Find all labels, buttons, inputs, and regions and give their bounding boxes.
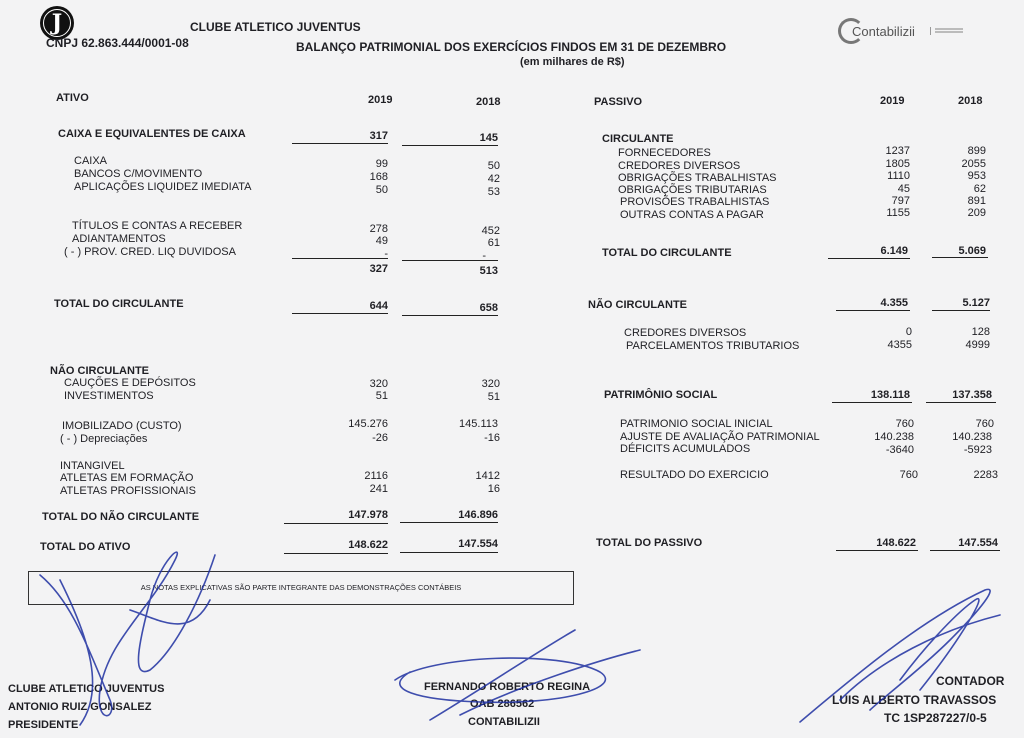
titulos-2018: 452: [481, 225, 500, 237]
caixa-2019: 99: [375, 158, 388, 170]
caixa-total-2019: 317: [369, 130, 388, 142]
resultado-2018: 2283: [973, 469, 998, 481]
provisao-2019: -: [384, 248, 388, 260]
provisoes-trabalhistas-2019: 797: [891, 195, 910, 207]
atletas-profissionais-2019: 241: [369, 483, 388, 495]
patrimonio-inicial-2018: 760: [975, 418, 994, 430]
document-title: BALANÇO PATRIMONIAL DOS EXERCÍCIOS FINDOS EM 31 DE DEZEMBRO: [296, 40, 727, 54]
caucoes-2018: 320: [481, 378, 500, 390]
passivo-nao-circulante-label: NÃO CIRCULANTE: [588, 299, 687, 311]
rule: [284, 553, 388, 554]
caixa-heading: CAIXA E EQUIVALENTES DE CAIXA: [58, 128, 246, 140]
passivo-year-2018: 2018: [958, 95, 983, 107]
depreciacoes-2019: -26: [372, 432, 388, 444]
logo-letter: J: [51, 10, 63, 36]
titulos-label: TÍTULOS E CONTAS A RECEBER: [72, 220, 243, 232]
ajuste-avaliacao-2019: 140.238: [874, 431, 914, 443]
atletas-formacao-2018: 1412: [475, 470, 500, 482]
sig-right-role: CONTADOR: [936, 674, 1005, 688]
bancos-2018: 42: [487, 173, 500, 185]
rule: [402, 145, 498, 146]
patrimonio-social-label: PATRIMÔNIO SOCIAL: [604, 389, 718, 401]
caixa-2018: 50: [487, 160, 500, 172]
ativo-total-circulante-2019: 644: [369, 300, 388, 312]
imobilizado-2018: 145.113: [459, 418, 498, 430]
adiantamentos-2019: 49: [375, 235, 388, 247]
sig-left-club: CLUBE ATLETICO JUVENTUS: [8, 683, 165, 695]
brand-name: Contabilizii: [852, 24, 915, 39]
provisao-label: ( - ) PROV. CRED. LIQ DUVIDOSA: [64, 246, 236, 258]
rule: [930, 550, 1000, 551]
titulos-2019: 278: [369, 223, 388, 235]
passivo-total-circulante-2018: 5.069: [958, 245, 986, 257]
rule: [292, 313, 388, 314]
imobilizado-2019: 145.276: [348, 418, 388, 430]
credores-diversos-2019: 1805: [885, 158, 910, 170]
rule: [402, 260, 498, 261]
provisoes-trabalhistas-label: PROVISÕES TRABALHISTAS: [620, 196, 770, 208]
sig-right-name: LUIS ALBERTO TRAVASSOS: [832, 693, 997, 707]
rule: [926, 402, 996, 403]
rule: [292, 143, 388, 144]
rule: [400, 552, 498, 553]
caixa-label: CAIXA: [74, 155, 108, 167]
resultado-2019: 760: [899, 469, 918, 481]
parcelamentos-2019: 4355: [887, 339, 912, 351]
rule: [400, 522, 498, 523]
fornecedores-label: FORNECEDORES: [618, 147, 711, 159]
rule: [402, 315, 498, 316]
resultado-label: RESULTADO DO EXERCICIO: [620, 469, 769, 481]
sig-right-registration: TC 1SP287227/0-5: [884, 711, 987, 725]
ativo-heading: ATIVO: [56, 92, 89, 104]
rule: [284, 523, 388, 524]
aplicacoes-2019: 50: [375, 184, 388, 196]
ativo-nao-circulante-heading: NÃO CIRCULANTE: [50, 365, 149, 377]
obrigacoes-trabalhistas-2018: 953: [967, 170, 986, 182]
subtotal-2018: 513: [479, 265, 498, 277]
investimentos-2018: 51: [487, 391, 500, 403]
sig-left-name: ANTONIO RUIZ GONSALEZ: [8, 701, 152, 713]
notes-text: AS NOTAS EXPLICATIVAS SÃO PARTE INTEGRANTE DAS DEMONSTRAÇÕES CONTÁBEIS: [140, 583, 462, 592]
total-ativo-2019: 148.622: [348, 539, 388, 551]
passivo-nao-circulante-2018: 5.127: [962, 297, 990, 309]
club-logo: [40, 6, 74, 40]
passivo-total-circulante-2019: 6.149: [880, 245, 908, 257]
total-nao-circulante-2019: 147.978: [348, 509, 388, 521]
atletas-formacao-2019: 2116: [364, 470, 388, 482]
fornecedores-2018: 899: [967, 145, 986, 157]
ativo-total-circulante-label: TOTAL DO CIRCULANTE: [54, 298, 184, 310]
rule: [836, 310, 910, 311]
sig-center-firm: CONTABILIZII: [468, 716, 540, 728]
total-passivo-label: TOTAL DO PASSIVO: [596, 537, 703, 549]
investimentos-label: INVESTIMENTOS: [64, 390, 154, 402]
caucoes-label: CAUÇÕES E DEPÓSITOS: [64, 377, 196, 389]
club-name: CLUBE ATLETICO JUVENTUS: [190, 20, 361, 34]
atletas-profissionais-2018: 16: [487, 483, 500, 495]
patrimonio-inicial-label: PATRIMONIO SOCIAL INICIAL: [620, 418, 773, 430]
cnpj: CNPJ 62.863.444/0001-08: [46, 36, 189, 50]
parcelamentos-2018: 4999: [965, 339, 990, 351]
passivo-total-circulante-label: TOTAL DO CIRCULANTE: [602, 247, 732, 259]
credores-diversos-2018: 2055: [961, 158, 986, 170]
aplicacoes-2018: 53: [487, 186, 500, 198]
fornecedores-2019: 1237: [885, 145, 910, 157]
total-nao-circulante-2018: 146.896: [458, 509, 498, 521]
caixa-total-2018: 145: [479, 132, 498, 144]
rule: [828, 258, 910, 259]
intangivel-heading: INTANGIVEL: [60, 460, 125, 472]
sig-center-oab: OAB 286562: [470, 698, 535, 710]
rule: [932, 257, 988, 258]
obrigacoes-trabalhistas-2019: 1110: [887, 170, 910, 182]
lp-credores-2018: 128: [971, 326, 990, 338]
atletas-formacao-label: ATLETAS EM FORMAÇÃO: [60, 472, 194, 484]
total-passivo-2018: 147.554: [958, 537, 998, 549]
brand-tagline-mark: [930, 27, 969, 35]
caucoes-2019: 320: [369, 378, 388, 390]
patrimonio-inicial-2019: 760: [895, 418, 914, 430]
total-nao-circulante-label: TOTAL DO NÃO CIRCULANTE: [42, 511, 200, 523]
adiantamentos-2018: 61: [487, 237, 500, 249]
adiantamentos-label: ADIANTAMENTOS: [72, 233, 166, 245]
passivo-year-2019: 2019: [880, 95, 905, 107]
ativo-year-2018: 2018: [476, 96, 501, 108]
depreciacoes-2018: -16: [484, 432, 500, 444]
ativo-total-circulante-2018: 658: [479, 302, 498, 314]
patrimonio-social-2019: 138.118: [870, 389, 910, 401]
lp-credores-2019: 0: [905, 326, 912, 338]
notes-box: [28, 571, 574, 605]
obrigacoes-tributarias-2019: 45: [897, 183, 910, 195]
ativo-year-2019: 2019: [368, 94, 393, 106]
contabilizii-logo: [838, 18, 968, 46]
obrigacoes-trabalhistas-label: OBRIGAÇÕES TRABALHISTAS: [618, 172, 777, 184]
imobilizado-label: IMOBILIZADO (CUSTO): [62, 420, 182, 432]
units-note: (em milhares de R$): [520, 56, 625, 68]
rule: [932, 310, 990, 311]
rule: [836, 550, 918, 551]
passivo-nao-circulante-2019: 4.355: [880, 297, 908, 309]
total-ativo-2018: 147.554: [458, 538, 498, 550]
deficits-2018: -5923: [963, 444, 992, 456]
subtotal-2019: 327: [369, 263, 388, 275]
rule: [832, 402, 912, 403]
credores-diversos-label: CREDORES DIVERSOS: [618, 160, 741, 172]
outras-contas-label: OUTRAS CONTAS A PAGAR: [620, 209, 764, 221]
deficits-2019: -3640: [885, 444, 914, 456]
lp-credores-label: CREDORES DIVERSOS: [624, 327, 747, 339]
bancos-2019: 168: [369, 171, 388, 183]
sig-left-role: PRESIDENTE: [8, 719, 79, 731]
investimentos-2019: 51: [375, 390, 388, 402]
bancos-label: BANCOS C/MOVIMENTO: [74, 168, 203, 180]
sig-center-name: FERNANDO ROBERTO REGINA: [424, 681, 591, 693]
obrigacoes-tributarias-2018: 62: [973, 183, 986, 195]
depreciacoes-label: ( - ) Depreciações: [60, 433, 148, 445]
patrimonio-social-2018: 137.358: [952, 389, 992, 401]
total-passivo-2019: 148.622: [876, 537, 916, 549]
parcelamentos-label: PARCELAMENTOS TRIBUTARIOS: [626, 340, 800, 352]
ajuste-avaliacao-2018: 140.238: [952, 431, 992, 443]
rule: [292, 258, 388, 259]
provisoes-trabalhistas-2018: 891: [967, 195, 986, 207]
atletas-profissionais-label: ATLETAS PROFISSIONAIS: [60, 485, 196, 497]
deficits-label: DÉFICITS ACUMULADOS: [620, 443, 751, 455]
outras-contas-2019: 1155: [886, 207, 910, 219]
total-ativo-label: TOTAL DO ATIVO: [40, 541, 131, 553]
outras-contas-2018: 209: [967, 207, 986, 219]
passivo-circulante-heading: CIRCULANTE: [602, 133, 674, 145]
passivo-heading: PASSIVO: [594, 96, 643, 108]
provisao-2018: -: [482, 250, 486, 262]
ajuste-avaliacao-label: AJUSTE DE AVALIAÇÃO PATRIMONIAL: [620, 431, 820, 443]
obrigacoes-tributarias-label: OBRIGAÇÕES TRIBUTARIAS: [618, 184, 767, 196]
aplicacoes-label: APLICAÇÕES LIQUIDEZ IMEDIATA: [74, 181, 252, 193]
